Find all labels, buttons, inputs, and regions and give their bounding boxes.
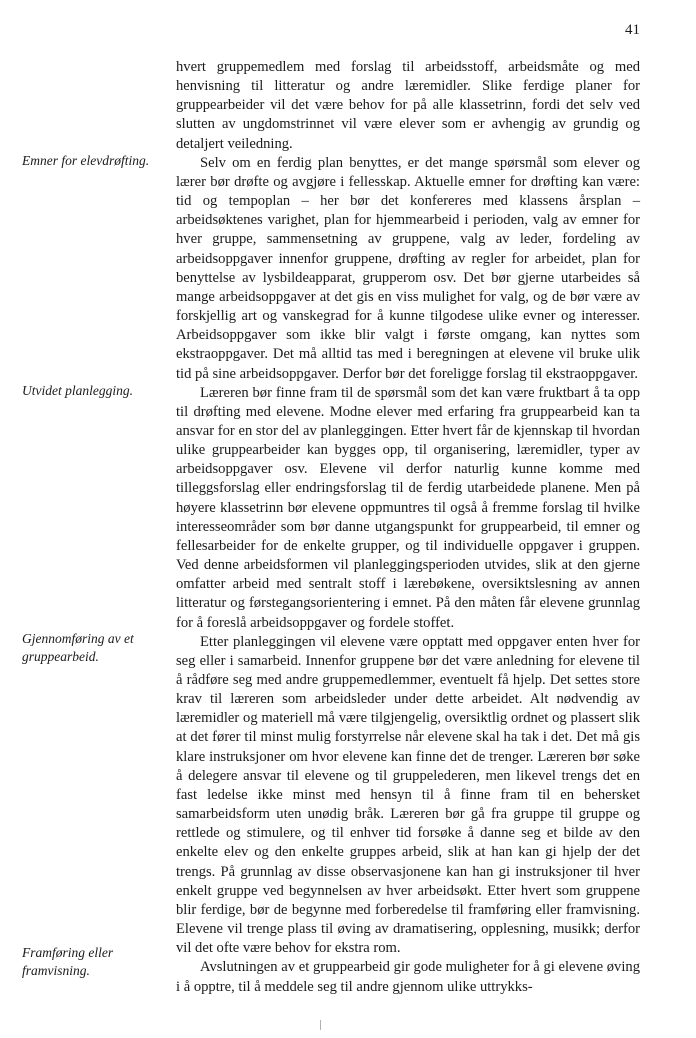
margin-note-utvidet-planlegging: Utvidet planlegging. [22,383,133,398]
paragraph: Selv om en ferdig plan benyttes, er det mange spørsmål som elever og lærer bør drøfte og avgjøre i fellesskap. Aktuelle emner for drøfting kan være: tid og tempoplan – her bør det konfereres med klassens årsplan – arbeidsøktenes varighet, plan for hjemmearbeid i perioden, valg av emner for hver gruppe, sammensetning av gruppene, valg av leder, fordeling av arbeidsoppgaver innenfor gruppene, drøfting av regler for arbeidet, plan for benyttelse av lysbildeapparat, grupperom osv. Det bør gjerne utarbeides så mange arbeidsoppgaver at det gis en viss mulighet for valg, og de bør være av forskjellig art og vanskegrad for å kunne tilgodese ulike evner og interesser. Arbeidsoppgaver som ikke blir valgt i første omgang, kan nyttes som ekstraoppgaver. Det må alltid tas med i beregningen at elevene vil bruke ulik tid på sine arbeidsoppgaver. Derfor bør det foreligge forslag til ekstraoppgaver. [176,154,640,382]
body-text [176,58,640,997]
paragraph: Læreren bør finne fram til de spørsmål som det kan være fruktbart å ta opp til drøfting med elevene. Modne elever med erfaring fra gruppearbeid kan ta ansvar for en stor del av planleggingen. Etter hvert får de kjennskap til hvordan ulike gruppearbeider kan bygges opp, til organisering, læremidler, typer av arbeidsoppgaver osv. Elevene vil derfor naturlig kunne komme med tilleggsforslag eller endringsforslag til de ferdig utarbeidede planene. Men på høyere klassetrinn bør elevene oppmuntres til også å fremme forslag til hvilke interesseområder som bør danne utgangspunkt for gruppearbeid, til emner og fellesarbeider for de enkelte grupper, og til individuelle oppgaver i gruppen. Ved denne arbeidsformen vil planleggingsperioden utvides, slik at den gjerne omfatter arbeid med sentralt stoff i lærebøkene, oversiktslesning av annen litteratur og førstegangsorientering i emnet. På den måten får elevene grunnlag for å foreslå arbeidsoppgaver og fordele stoffet. [176,384,640,631]
paragraph: Avslutningen av et gruppearbeid gir gode muligheter for å gi elevene øving i å opptre, til å meddele seg til andre gjennom ulike uttrykks- [176,959,640,995]
page-number: 41 [625,22,640,38]
scan-edge-mark [320,1020,321,1030]
margin-note-gjennomforing: Gjennomføring av et gruppearbeid. [22,631,134,664]
margin-note-framforing: Framføring eller framvisning. [22,945,114,978]
paragraph: hvert gruppemedlem med forslag til arbeidsstoff, arbeidsmåte og med henvisning til litteratur og andre læremidler. Slike ferdige planer for gruppearbeider vil det være behov for på alle klassetrinn, fordi det selv ved slutten av ungdomstrinnet vil være elever som er avhengig av grundig og detaljert veiledning. [176,59,640,152]
paragraph: Etter planleggingen vil elevene være opptatt med oppgaver enten hver for seg eller i samarbeid. Innenfor gruppene bør det være anledning for elevene til å rådføre seg med andre gruppemedlemmer, eventuelt få hjelp. Det settes store krav til læreren som arbeidsleder under dette arbeidet. Alt nødvendig av læremidler og materiell må være tilgjengelig, oversiktlig ordnet og plassert slik at det fører til minst mulig forstyrrelse når elevene skal ha tak i det. Det må gis klare instruksjoner om hvor elevene kan finne det de trenger. Læreren bør søke å delegere ansvar til elevene og til gruppelederen, men likevel trengs det en fast ledelse ikke minst med hensyn til å finne fram til en behersket samarbeidsform uten unødig bråk. Læreren bør gå fra gruppe til gruppe og rettlede og stimulere, og til enhver tid forsøke å danne seg et bilde av den enkelte elev og den enkelte gruppes arbeid, slik at han kan gi hjelp der det trengs. På grunnlag av disse observasjonene kan han gi instruksjoner til hver enkelt gruppe ved begynnelsen av hver arbeidsøkt. Etter hvert som gruppene blir ferdige, bør de begynne med forberedelse til framføring eller framvisning. Elevene vil trenge plass til øving av dramatisering, opplesning, musikk; derfor vil det ofte være behov for ekstra rom. [176,633,640,957]
margin-note-elevdrofting: Emner for elevdrøfting. [22,153,150,168]
